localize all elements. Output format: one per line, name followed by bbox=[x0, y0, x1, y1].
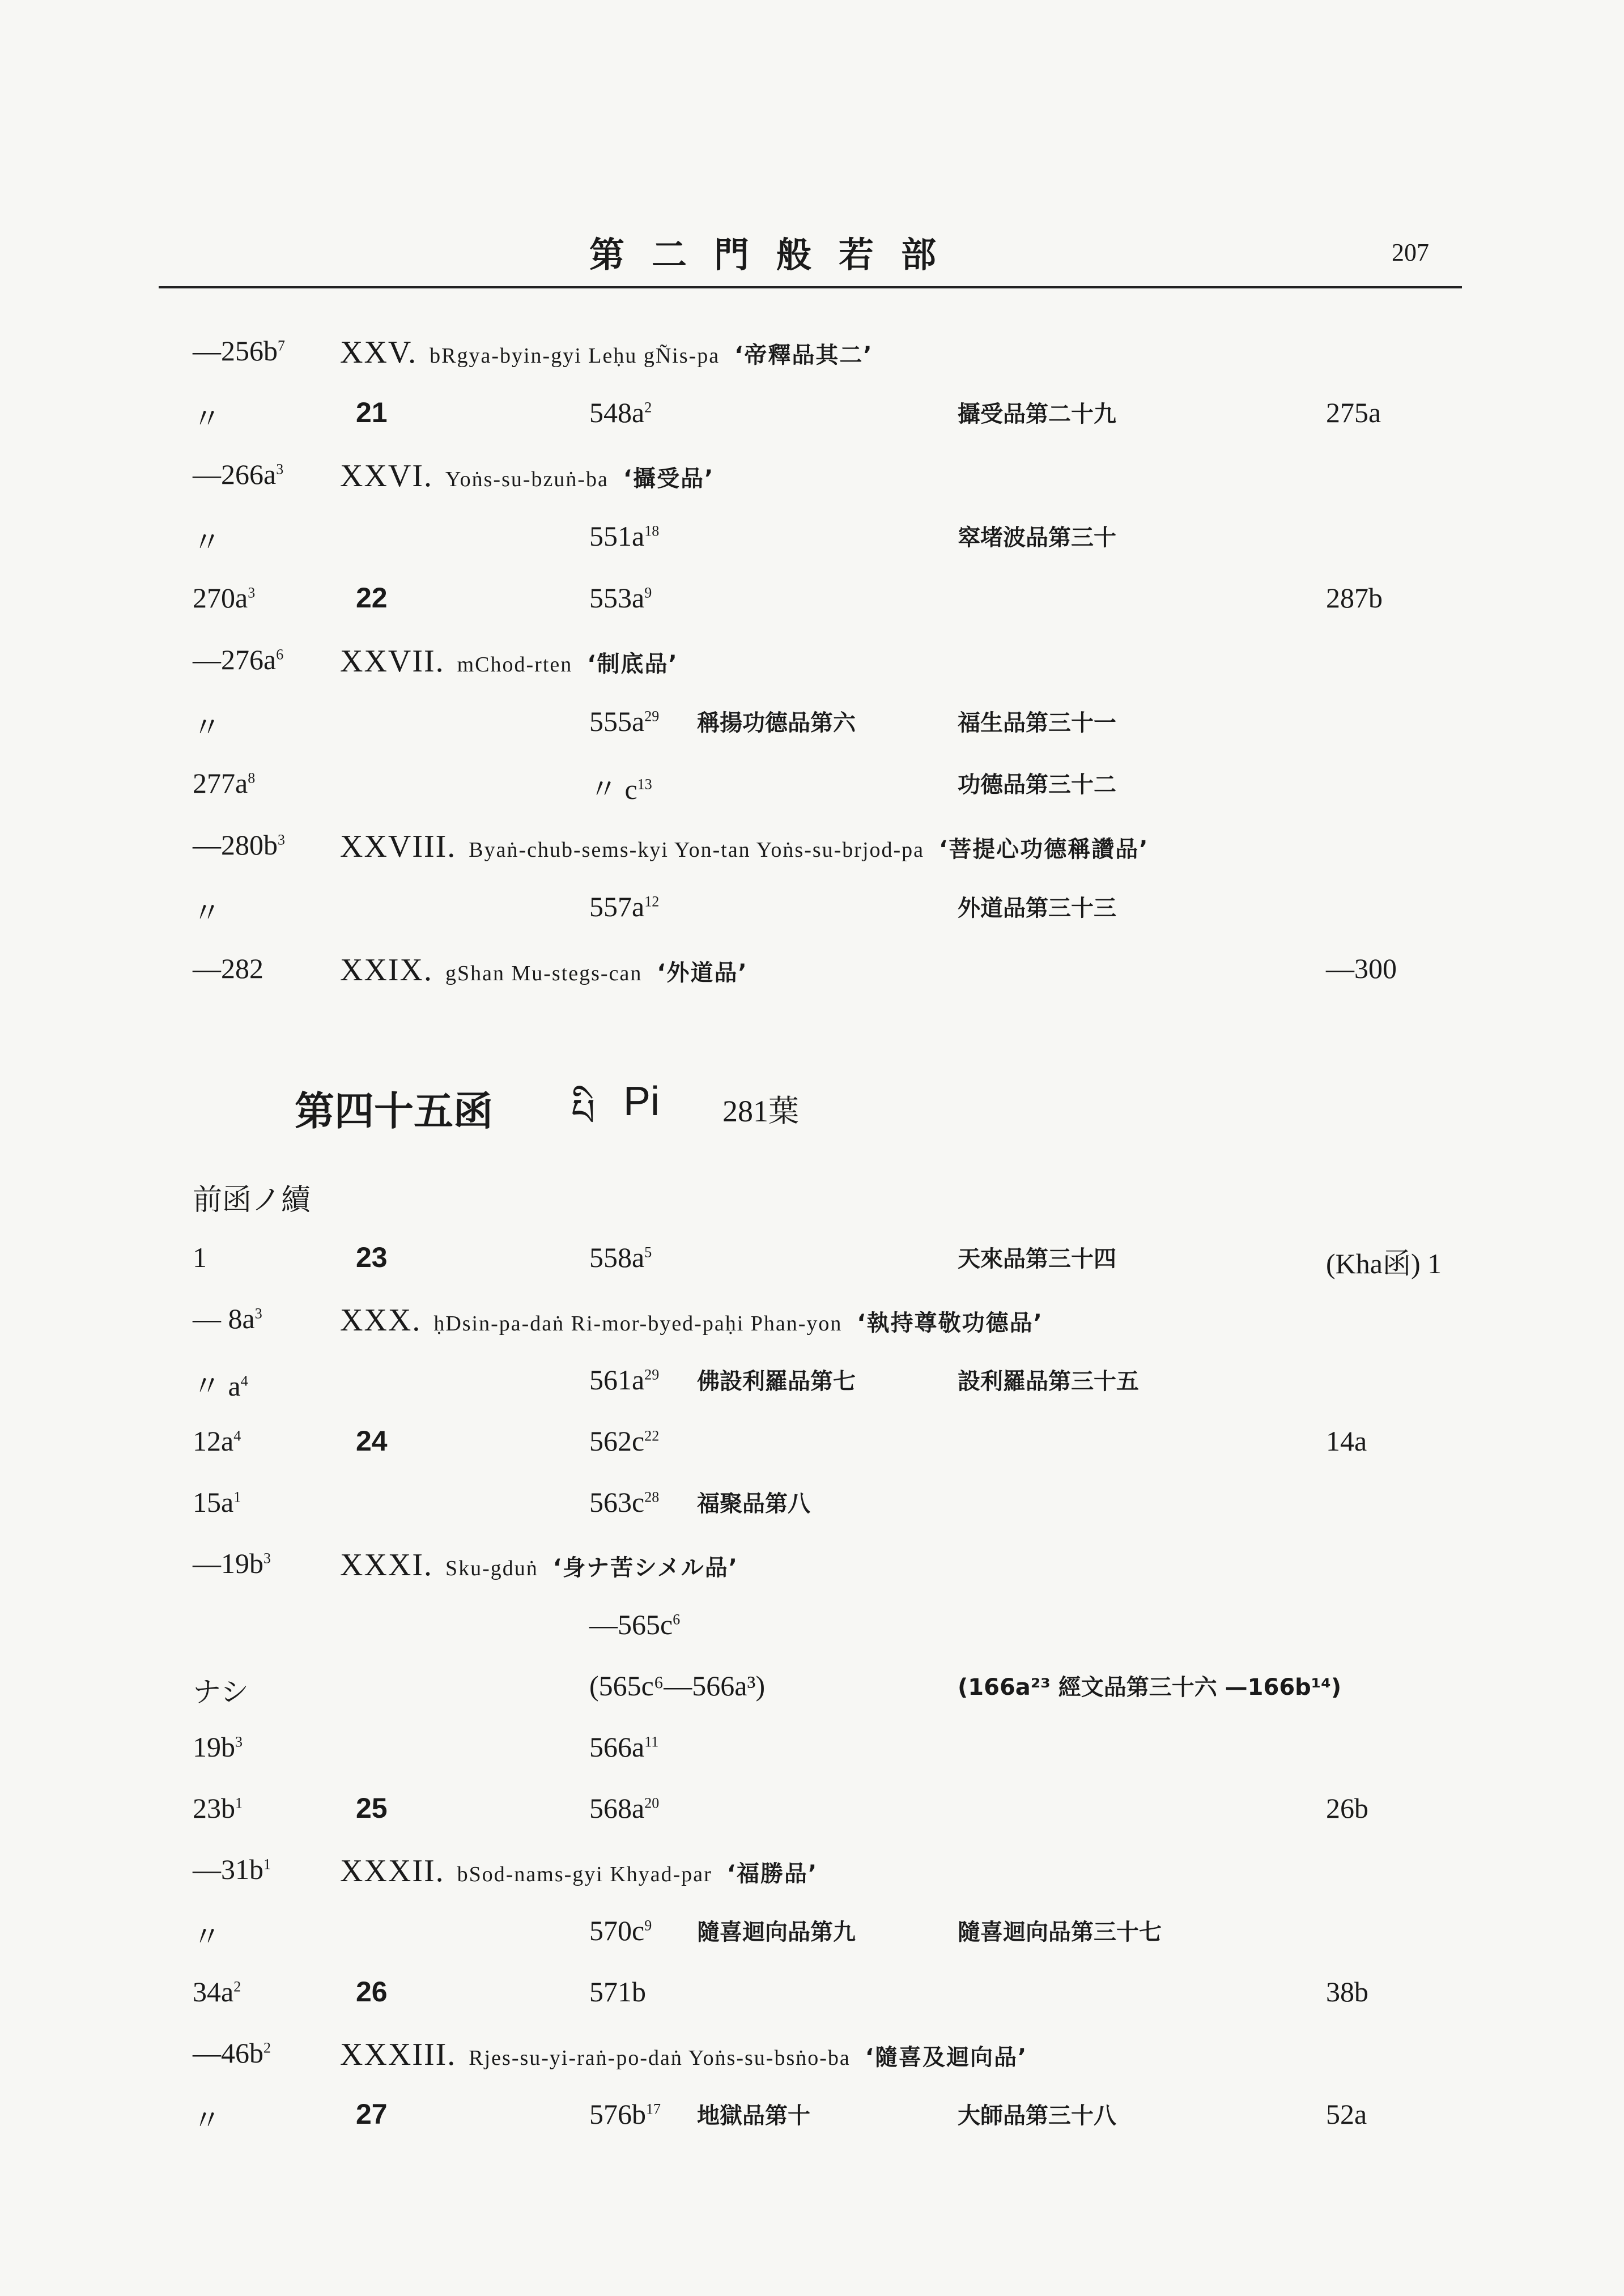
superscript-line: 6 bbox=[673, 1611, 681, 1628]
superscript-line: 3 bbox=[278, 831, 285, 848]
end-ref: 52a bbox=[1326, 2098, 1367, 2130]
superscript-line: 9 bbox=[644, 584, 652, 601]
folio-ref: 〃 bbox=[193, 2104, 221, 2136]
superscript-line: 7 bbox=[278, 337, 285, 354]
tibetan-chapter-title: bRgya-byin-gyi Leḥu gÑis-pa bbox=[430, 344, 720, 368]
superscript-line: 3 bbox=[235, 1733, 243, 1750]
fascicle-number: 23 bbox=[356, 1241, 388, 1273]
superscript-line: 3 bbox=[248, 584, 256, 601]
end-ref: 275a bbox=[1326, 397, 1381, 428]
volume-title: 第四十五函 bbox=[295, 1088, 493, 1134]
tibetan-chapter-title: Yoṅs-su-bzuṅ-ba bbox=[445, 467, 609, 491]
superscript-line: 6 bbox=[276, 646, 284, 663]
fascicle-number: 26 bbox=[356, 1976, 388, 2008]
chinese-chapter-a: 稱揚功德品第六 bbox=[697, 710, 856, 736]
superscript-line: 29 bbox=[644, 1366, 660, 1383]
chinese-chapter-b: 大師品第三十八 bbox=[958, 2103, 1116, 2129]
chinese-chapter-b: (166a²³ 經文品第三十六 —166b¹⁴) bbox=[958, 1674, 1342, 1700]
end-ref: 26b bbox=[1326, 1792, 1368, 1824]
folio-ref: $34a^2$ bbox=[193, 1976, 241, 2008]
end-ref: —300 bbox=[1326, 953, 1397, 984]
chapter-number: XXXII. bSod-nams-gyi Khyad-par ‘福勝品’ bbox=[340, 1853, 818, 1889]
folio-ref: — $8a^3$ bbox=[193, 1303, 262, 1334]
taisho-ref: $576b^{17}$ bbox=[589, 2098, 661, 2130]
folio-ref: $—19b^3$ bbox=[193, 1547, 271, 1579]
taisho-ref: 571b bbox=[589, 1976, 646, 2008]
folio-ref: —282 bbox=[193, 953, 263, 984]
folio-ref: $—266a^3$ bbox=[193, 458, 284, 490]
folio-ref: 1 bbox=[193, 1241, 207, 1273]
folio-ref: $—256b^7$ bbox=[193, 335, 285, 367]
superscript-line: 20 bbox=[644, 1795, 660, 1812]
chinese-chapter-b: 功德品第三十二 bbox=[958, 772, 1116, 798]
superscript-line: 22 bbox=[644, 1427, 660, 1444]
tibetan-chapter-title: mChod-rten bbox=[457, 653, 573, 677]
chinese-chapter-a: 地獄品第十 bbox=[697, 2103, 810, 2129]
folio-ref: $270a^3$ bbox=[193, 582, 256, 614]
superscript-line: 2 bbox=[263, 2039, 271, 2056]
folio-ref: $277a^8$ bbox=[193, 767, 256, 799]
folio-ref: $—46b^2$ bbox=[193, 2037, 271, 2069]
taisho-ref: $570c^9$ bbox=[589, 1915, 652, 1946]
superscript-line: 4 bbox=[233, 1427, 241, 1444]
superscript-line: 1 bbox=[263, 1856, 271, 1873]
taisho-ref: $548a^2$ bbox=[589, 397, 652, 428]
folio-ref: $12a^4$ bbox=[193, 1425, 241, 1457]
japanese-chapter-title: ‘隨喜及迴向品’ bbox=[865, 2044, 1028, 2070]
superscript-line: 29 bbox=[644, 708, 660, 725]
taisho-ref: $557a^{12}$ bbox=[589, 891, 660, 922]
chinese-chapter-a: 佛設利羅品第七 bbox=[697, 1368, 856, 1394]
superscript-line: 4 bbox=[240, 1372, 248, 1389]
folio-ref: 〃 bbox=[193, 712, 221, 743]
end-ref: 14a bbox=[1326, 1425, 1367, 1457]
folio-ref: $—31b^1$ bbox=[193, 1853, 271, 1885]
volume-letter-roman: Pi bbox=[623, 1079, 660, 1124]
folio-ref: 〃 bbox=[193, 526, 221, 558]
folio-ref: 〃 bbox=[193, 1921, 221, 1953]
chapter-number: XXIX. gShan Mu-stegs-can ‘外道品’ bbox=[340, 953, 748, 988]
fascicle-number: 27 bbox=[356, 2098, 388, 2130]
chinese-chapter-a: 福聚品第八 bbox=[697, 1491, 810, 1517]
taisho-ref: 〃 $c^{13}$ bbox=[589, 773, 652, 805]
superscript-line: 12 bbox=[644, 893, 660, 910]
chinese-chapter-a: 隨喜迴向品第九 bbox=[697, 1919, 856, 1945]
folio-ref: $19b^3$ bbox=[193, 1731, 243, 1763]
chapter-number: XXVII. mChod-rten ‘制底品’ bbox=[340, 644, 678, 679]
chinese-chapter-b: 攝受品第二十九 bbox=[958, 401, 1116, 427]
folio-ref: $—280b^3$ bbox=[193, 829, 285, 861]
taisho-ref: $555a^{29}$ bbox=[589, 705, 660, 737]
tibetan-chapter-title: Byaṅ-chub-sems-kyi Yon-tan Yoṅs-su-brjod-pa bbox=[469, 838, 925, 862]
tibetan-volume-letter: པི bbox=[571, 1091, 596, 1134]
chinese-chapter-b: 窣堵波品第三十 bbox=[958, 525, 1116, 551]
fascicle-number: 25 bbox=[356, 1792, 388, 1824]
tibetan-chapter-title: ḥDsin-pa-daṅ Ri-mor-byed-paḥi Phan-yon bbox=[433, 1312, 843, 1336]
japanese-chapter-title: ‘菩提心功德稱讚品’ bbox=[939, 836, 1149, 862]
taisho-ref: $563c^{28}$ bbox=[589, 1486, 660, 1518]
japanese-chapter-title: ‘制底品’ bbox=[587, 651, 678, 677]
taisho-ref: $561a^{29}$ bbox=[589, 1364, 660, 1396]
taisho-ref: $558a^5$ bbox=[589, 1241, 652, 1273]
japanese-chapter-title: ‘身ナ苦シメル品’ bbox=[552, 1555, 738, 1581]
superscript-line: 18 bbox=[644, 522, 660, 539]
taisho-ref: $562c^{22}$ bbox=[589, 1425, 660, 1457]
tibetan-chapter-title: Sku-gduṅ bbox=[445, 1557, 538, 1580]
page-number: 207 bbox=[1392, 239, 1429, 266]
folio-ref: $—276a^6$ bbox=[193, 644, 284, 675]
japanese-chapter-title: ‘外道品’ bbox=[657, 960, 748, 986]
chapter-number: XXXIII. Rjes-su-yi-raṅ-po-daṅ Yoṅs-su-bsṅo-ba ‘隨喜及迴向品’ bbox=[340, 2037, 1028, 2072]
running-header-title: 第二門般若部 bbox=[589, 234, 964, 275]
japanese-chapter-title: ‘福勝品’ bbox=[726, 1861, 818, 1887]
chapter-number: XXV. bRgya-byin-gyi Leḥu gÑis-pa ‘帝釋品其二’ bbox=[340, 335, 873, 370]
superscript-line: 17 bbox=[646, 2101, 661, 2118]
superscript-line: 11 bbox=[644, 1733, 659, 1750]
folio-ref: 〃 bbox=[193, 897, 221, 929]
superscript-line: 2 bbox=[233, 1978, 241, 1995]
taisho-ref: $—565c^6$ bbox=[589, 1609, 681, 1640]
chinese-chapter-b: 福生品第三十一 bbox=[958, 710, 1116, 736]
superscript-line: 28 bbox=[644, 1489, 660, 1506]
folio-ref: ナシ bbox=[193, 1676, 249, 1708]
fascicle-number: 22 bbox=[356, 582, 388, 614]
end-ref: 38b bbox=[1326, 1976, 1368, 2008]
superscript-line: 2 bbox=[644, 399, 652, 416]
superscript-line: 13 bbox=[637, 776, 652, 793]
chinese-chapter-b: 外道品第三十三 bbox=[958, 895, 1116, 921]
japanese-chapter-title: ‘帝釋品其二’ bbox=[734, 342, 873, 368]
chapter-number: XXVI. Yoṅs-su-bzuṅ-ba ‘攝受品’ bbox=[340, 458, 715, 494]
taisho-ref: $568a^{20}$ bbox=[589, 1792, 660, 1824]
superscript-line: 9 bbox=[644, 1917, 652, 1934]
taisho-ref: $551a^{18}$ bbox=[589, 520, 660, 552]
chapter-number: XXVIII. Byaṅ-chub-sems-kyi Yon-tan Yoṅs-su-brjod-pa ‘菩提心功德稱讚品’ bbox=[340, 829, 1149, 864]
superscript-line: 3 bbox=[263, 1550, 271, 1567]
tibetan-chapter-title: bSod-nams-gyi Khyad-par bbox=[457, 1863, 712, 1886]
chapter-number: XXX. ḥDsin-pa-daṅ Ri-mor-byed-paḥi Phan-yon ‘執持尊敬功德品’ bbox=[340, 1303, 1043, 1338]
folio-ref: $23b^1$ bbox=[193, 1792, 243, 1824]
chinese-chapter-b: 天來品第三十四 bbox=[958, 1246, 1116, 1272]
header-rule bbox=[159, 286, 1462, 288]
tibetan-chapter-title: gShan Mu-stegs-can bbox=[445, 962, 643, 985]
japanese-chapter-title: ‘攝受品’ bbox=[623, 466, 715, 492]
superscript-line: 1 bbox=[235, 1795, 243, 1812]
superscript-line: 8 bbox=[248, 769, 256, 786]
end-ref: 287b bbox=[1326, 582, 1383, 614]
taisho-ref: $553a^9$ bbox=[589, 582, 652, 614]
chinese-chapter-b: 隨喜迴向品第三十七 bbox=[958, 1919, 1162, 1945]
chinese-chapter-b: 設利羅品第三十五 bbox=[958, 1368, 1139, 1394]
superscript-line: 1 bbox=[233, 1489, 241, 1506]
superscript-line: 5 bbox=[644, 1244, 652, 1261]
fascicle-number: 21 bbox=[356, 397, 388, 428]
fascicle-number: 24 bbox=[356, 1425, 388, 1457]
folio-ref: 〃 $a^4$ bbox=[193, 1370, 248, 1402]
chapter-number: XXXI. Sku-gduṅ ‘身ナ苦シメル品’ bbox=[340, 1547, 738, 1583]
folio-ref: $15a^1$ bbox=[193, 1486, 241, 1518]
end-ref: (Kha函) 1 bbox=[1326, 1248, 1442, 1279]
continuation-note: 前函ノ續 bbox=[193, 1183, 311, 1217]
japanese-chapter-title: ‘執持尊敬功德品’ bbox=[857, 1310, 1043, 1336]
taisho-ref: (565c⁶—566a³) bbox=[589, 1670, 766, 1702]
tibetan-chapter-title: Rjes-su-yi-raṅ-po-daṅ Yoṅs-su-bsṅo-ba bbox=[469, 2046, 851, 2070]
superscript-line: 3 bbox=[276, 461, 284, 478]
folio-ref: 〃 bbox=[193, 403, 221, 435]
superscript-line: 3 bbox=[254, 1305, 262, 1322]
taisho-ref: $566a^{11}$ bbox=[589, 1731, 659, 1763]
leaf-count: 281葉 bbox=[722, 1094, 799, 1128]
